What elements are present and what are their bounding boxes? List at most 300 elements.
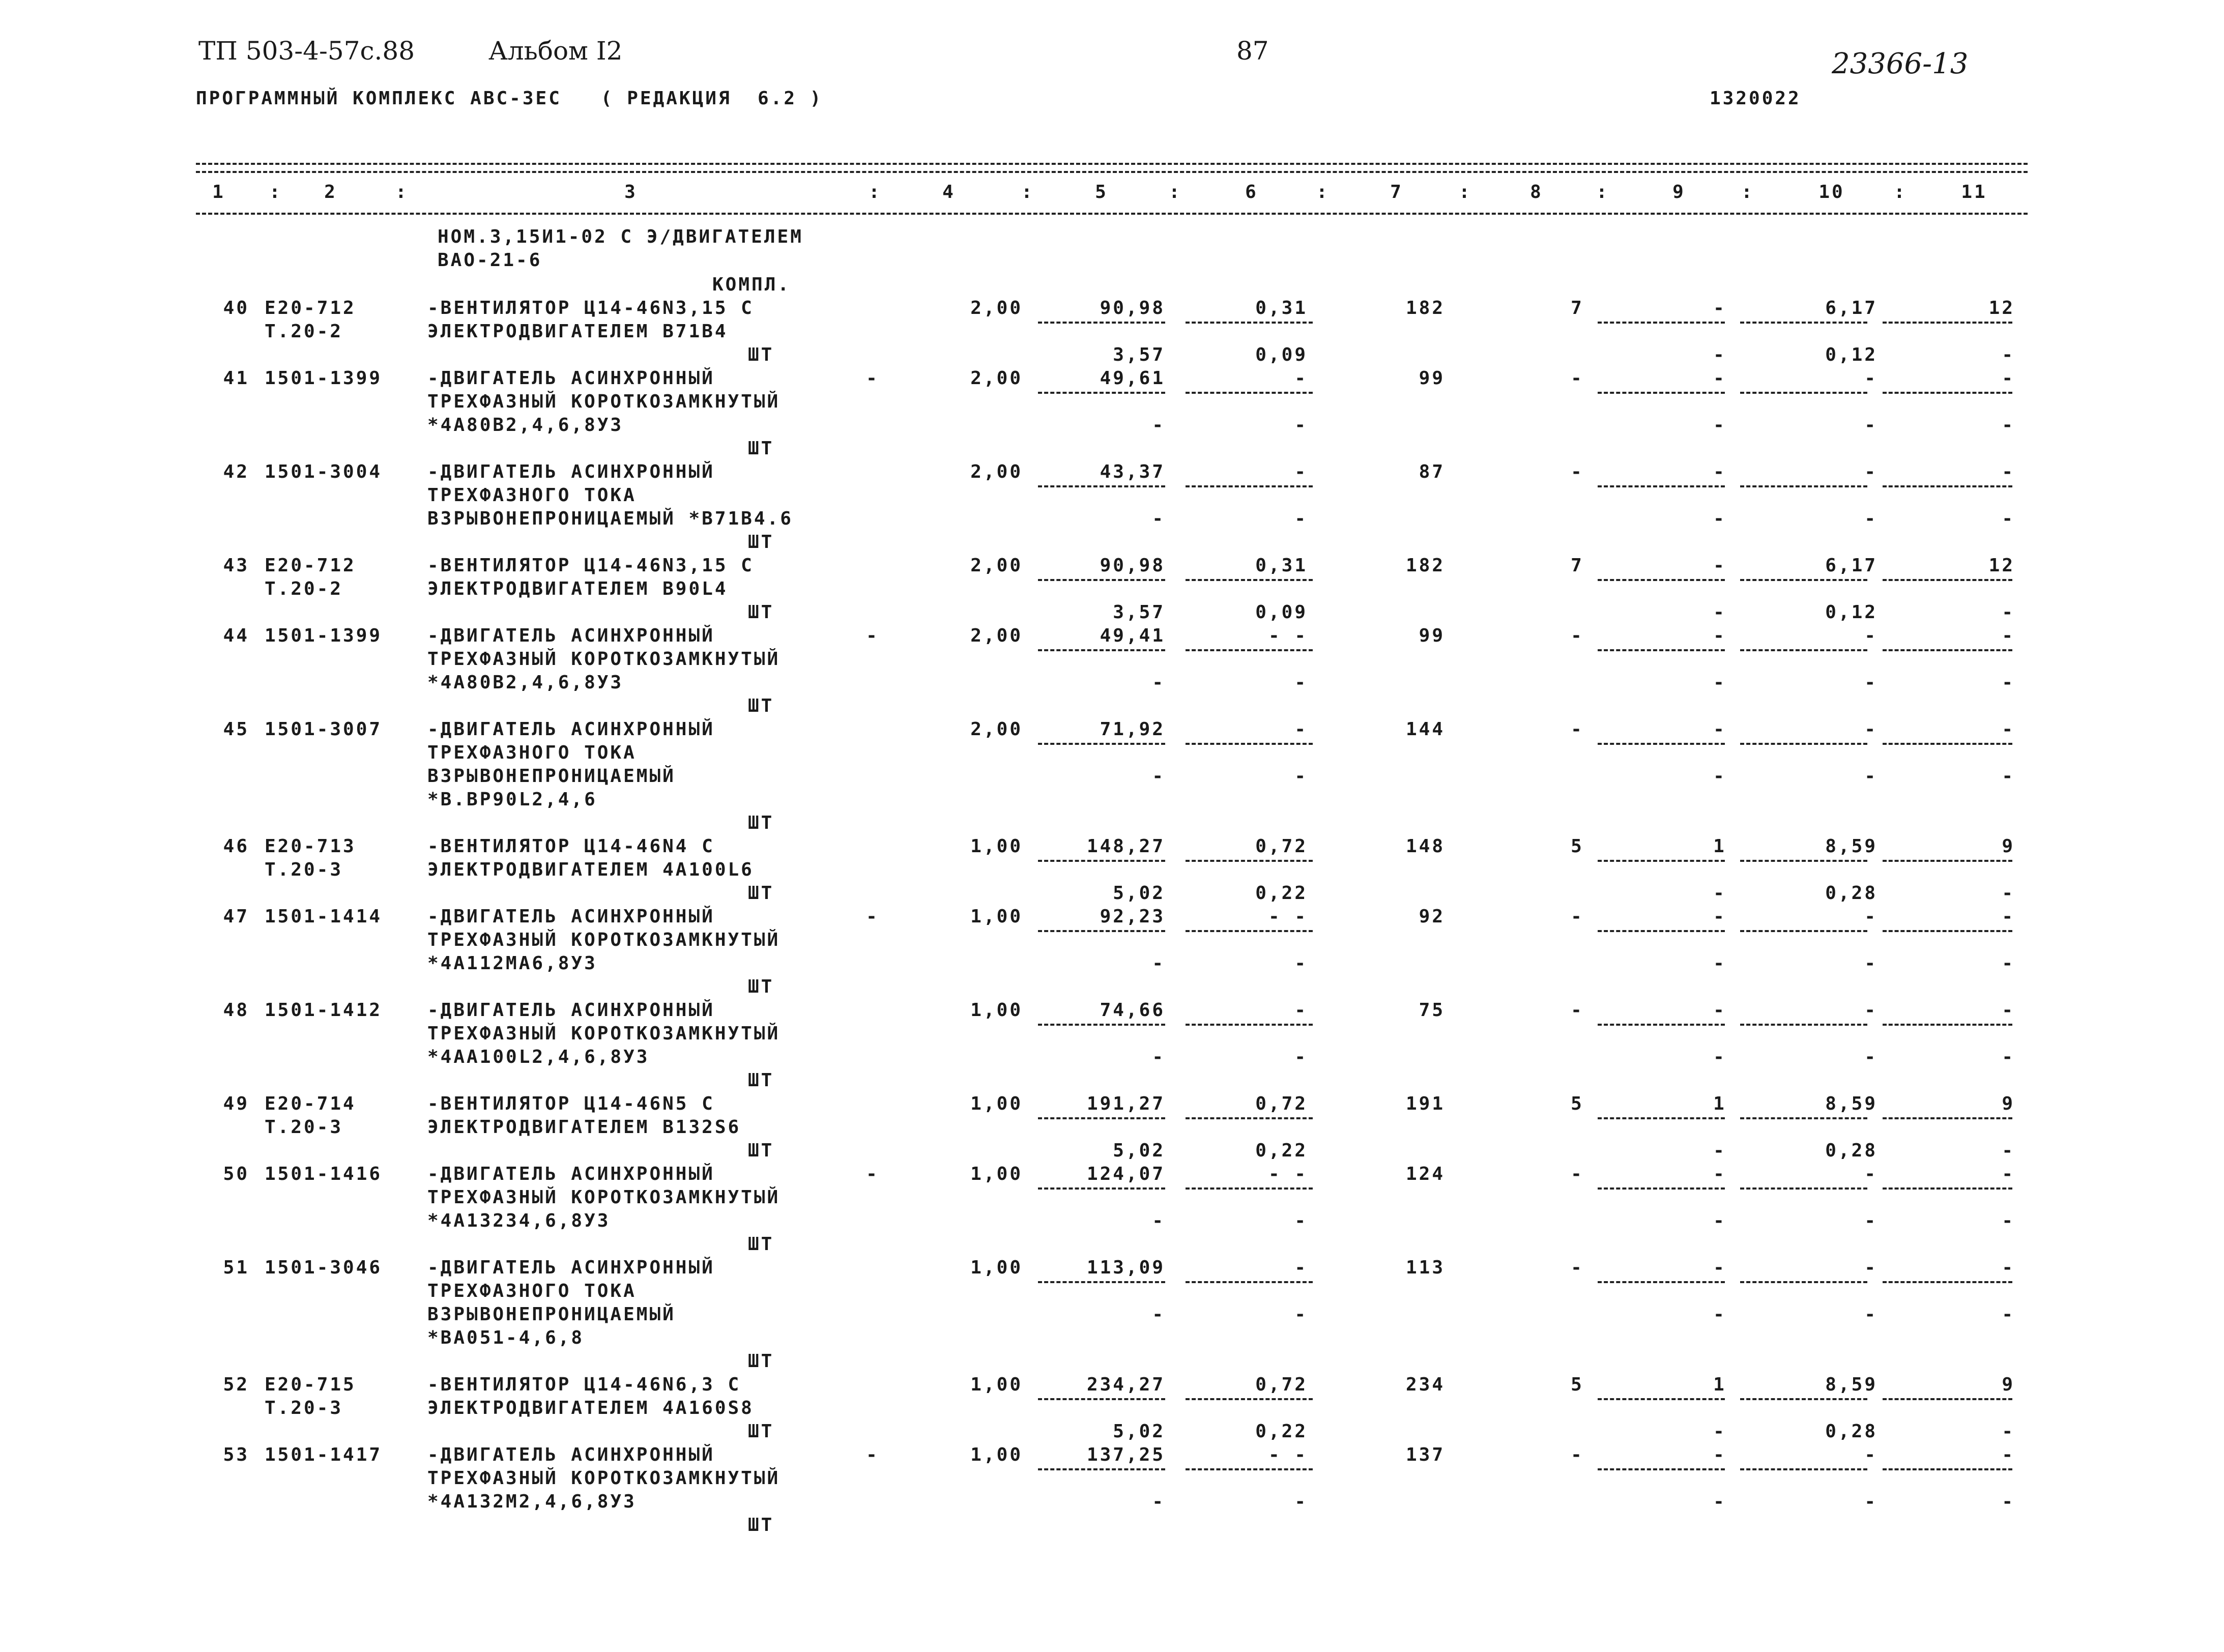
- inventory-number: 23366-13: [1832, 47, 1969, 80]
- table-header-bottom-rule: [196, 213, 2028, 215]
- row-description: -ВЕНТИЛЯТОР Ц14-46N5 С: [427, 1093, 715, 1114]
- row-description: ЭЛЕКТРОДВИГАТЕЛЕМ В71В4: [427, 321, 728, 342]
- cell-col7: 113: [1405, 1257, 1445, 1278]
- cell-col6-sub: 0,22: [1255, 1140, 1308, 1161]
- cell-col11: -: [2002, 906, 2015, 927]
- cell-col6: 0,31: [1255, 555, 1308, 576]
- row-description: ТРЕХФАЗНОГО ТОКА: [427, 1281, 637, 1301]
- cell-col7: 124: [1405, 1164, 1445, 1184]
- cell-col5: 92,23: [1100, 906, 1165, 927]
- sub-rule: [1038, 1024, 1165, 1026]
- row-description: ВЗРЫВОНЕПРОНИЦАЕМЫЙ: [427, 1304, 676, 1325]
- sub-rule: [1883, 649, 2012, 651]
- cell-col7: 87: [1419, 461, 1445, 482]
- row-description: ТРЕХФАЗНЫЙ КОРОТКОЗАМКНУТЫЙ: [427, 1023, 781, 1044]
- cell-col8: 5: [1571, 1093, 1584, 1114]
- row-description: *4А80В2,4,6,8У3: [427, 415, 624, 436]
- cell-col11: -: [2002, 719, 2015, 740]
- cell-col9: -: [1713, 298, 1726, 318]
- unit-label: КОМПЛ.: [712, 274, 791, 295]
- sub-rule: [1883, 1024, 2012, 1026]
- row-unit: ШТ: [748, 1351, 774, 1372]
- cell-col11-sub: -: [2002, 415, 2015, 436]
- sub-rule: [1038, 485, 1165, 487]
- cell-col9: -: [1713, 461, 1726, 482]
- cell-col11: -: [2002, 1257, 2015, 1278]
- row-code: 1501-1399: [265, 625, 383, 646]
- row-code: Т.20-3: [265, 1117, 343, 1138]
- row-unit: ШТ: [748, 883, 774, 904]
- cell-col5: 43,37: [1100, 461, 1165, 482]
- cell-col7: 75: [1419, 1000, 1445, 1021]
- row-unit: ШТ: [748, 695, 774, 716]
- cell-col6-sub: -: [1294, 1491, 1308, 1512]
- cell-col9-sub: -: [1713, 1140, 1726, 1161]
- row-unit: ШТ: [748, 1515, 774, 1535]
- sub-rule: [1038, 392, 1165, 394]
- cell-col10-sub: -: [1864, 1047, 1878, 1067]
- cell-col4: -: [866, 1164, 879, 1184]
- cell-col11-sub: -: [2002, 953, 2015, 974]
- sub-rule: [1740, 392, 1867, 394]
- cell-col11-sub: -: [2002, 1140, 2015, 1161]
- cell-col6-sub: 0,22: [1255, 883, 1308, 904]
- sub-rule: [1038, 860, 1165, 862]
- sub-rule: [1038, 1468, 1165, 1470]
- column-number-11: 11: [1961, 182, 1987, 202]
- cell-col6-sub: -: [1294, 508, 1308, 529]
- program-line: ПРОГРАММНЫЙ КОМПЛЕКС АВС-3ЕС ( РЕДАКЦИЯ 6.2 ): [196, 88, 823, 109]
- cell-col8: 7: [1571, 555, 1584, 576]
- cell-col9-sub: -: [1713, 508, 1726, 529]
- sub-rule: [1598, 485, 1725, 487]
- row-description: ЭЛЕКТРОДВИГАТЕЛЕМ 4А100L6: [427, 859, 754, 880]
- page-number: 87: [1236, 36, 1269, 66]
- row-unit: ШТ: [748, 1421, 774, 1442]
- cell-col5-sub: -: [1152, 766, 1165, 787]
- cell-col10: -: [1864, 906, 1878, 927]
- sub-rule: [1883, 1187, 2012, 1190]
- cell-quantity: 2,00: [970, 625, 1023, 646]
- row-unit: ШТ: [748, 602, 774, 623]
- row-description: *4А13234,6,8У3: [427, 1210, 611, 1231]
- sub-rule: [1883, 743, 2012, 745]
- column-separator: :: [269, 182, 282, 202]
- sub-rule: [1883, 860, 2012, 862]
- sub-rule: [1186, 1187, 1313, 1190]
- sub-rule: [1740, 1398, 1867, 1400]
- cell-col5-sub: 5,02: [1113, 883, 1165, 904]
- cell-col6: - -: [1268, 906, 1308, 927]
- cell-col10-sub: 0,28: [1825, 1421, 1878, 1442]
- cell-col9: -: [1713, 368, 1726, 389]
- cell-col10: -: [1864, 368, 1878, 389]
- sub-rule: [1598, 930, 1725, 932]
- row-code: 1501-1414: [265, 906, 383, 927]
- cell-quantity: 2,00: [970, 298, 1023, 318]
- row-description: ТРЕХФАЗНОГО ТОКА: [427, 742, 637, 763]
- column-separator: :: [1741, 182, 1754, 202]
- row-number: 43: [223, 555, 249, 576]
- cell-col11: 9: [2002, 1374, 2015, 1395]
- cell-quantity: 1,00: [970, 1257, 1023, 1278]
- cell-col8: -: [1571, 1164, 1584, 1184]
- sub-rule: [1038, 743, 1165, 745]
- row-unit: ШТ: [748, 813, 774, 833]
- sub-rule: [1186, 392, 1313, 394]
- sub-rule: [1598, 649, 1725, 651]
- cell-col8: -: [1571, 368, 1584, 389]
- cell-col4: -: [866, 1444, 879, 1465]
- cell-col9: -: [1713, 719, 1726, 740]
- table-top-rule-2: [196, 171, 2028, 173]
- row-number: 53: [223, 1444, 249, 1465]
- row-code: 1501-3007: [265, 719, 383, 740]
- cell-col11: -: [2002, 625, 2015, 646]
- cell-col11: 12: [1988, 555, 2015, 576]
- cell-col11-sub: -: [2002, 344, 2015, 365]
- sub-rule: [1186, 485, 1313, 487]
- cell-col5-sub: -: [1152, 953, 1165, 974]
- row-code: Е20-715: [265, 1374, 356, 1395]
- row-description: ТРЕХФАЗНЫЙ КОРОТКОЗАМКНУТЫЙ: [427, 649, 781, 670]
- cell-col6-sub: -: [1294, 415, 1308, 436]
- cell-col6: -: [1294, 719, 1308, 740]
- column-separator: :: [1459, 182, 1472, 202]
- cell-col11: 9: [2002, 1093, 2015, 1114]
- sub-rule: [1740, 743, 1867, 745]
- row-description: *ВА051-4,6,8: [427, 1327, 585, 1348]
- sub-rule: [1598, 1468, 1725, 1470]
- row-description: *В.ВР90L2,4,6: [427, 789, 597, 810]
- row-code: Е20-712: [265, 298, 356, 318]
- cell-col6: -: [1294, 461, 1308, 482]
- cell-col9: 1: [1713, 836, 1726, 857]
- sub-rule: [1883, 1117, 2012, 1119]
- cell-col10-sub: -: [1864, 1304, 1878, 1325]
- cell-col11-sub: -: [2002, 1304, 2015, 1325]
- cell-quantity: 2,00: [970, 461, 1023, 482]
- column-number-2: 2: [324, 182, 337, 202]
- row-number: 47: [223, 906, 249, 927]
- row-number: 51: [223, 1257, 249, 1278]
- row-description: ВЗРЫВОНЕПРОНИЦАЕМЫЙ *В71В4.6: [427, 508, 793, 529]
- row-description: ТРЕХФАЗНОГО ТОКА: [427, 485, 637, 506]
- cell-col4: -: [866, 625, 879, 646]
- cell-col5: 90,98: [1100, 298, 1165, 318]
- row-number: 42: [223, 461, 249, 482]
- cell-col5: 74,66: [1100, 1000, 1165, 1021]
- cell-col5-sub: 3,57: [1113, 344, 1165, 365]
- column-number-6: 6: [1245, 182, 1258, 202]
- cell-col9: -: [1713, 555, 1726, 576]
- sub-rule: [1740, 930, 1867, 932]
- cell-col9-sub: -: [1713, 766, 1726, 787]
- sub-rule: [1038, 1187, 1165, 1190]
- sub-rule: [1038, 1398, 1165, 1400]
- table-top-rule: [196, 163, 2028, 165]
- sub-rule: [1038, 579, 1165, 581]
- column-separator: :: [1316, 182, 1330, 202]
- column-separator: :: [1596, 182, 1609, 202]
- cell-col10-sub: 0,28: [1825, 1140, 1878, 1161]
- row-code: Е20-714: [265, 1093, 356, 1114]
- row-code: 1501-1412: [265, 1000, 383, 1021]
- cell-col10: 8,59: [1825, 836, 1878, 857]
- cell-quantity: 1,00: [970, 1000, 1023, 1021]
- cell-col10-sub: -: [1864, 415, 1878, 436]
- cell-col4: -: [866, 368, 879, 389]
- row-code: 1501-3046: [265, 1257, 383, 1278]
- row-description: ВЗРЫВОНЕПРОНИЦАЕМЫЙ: [427, 766, 676, 787]
- cell-col9-sub: -: [1713, 672, 1726, 693]
- cell-col9: -: [1713, 906, 1726, 927]
- sub-rule: [1883, 322, 2012, 324]
- sub-rule: [1186, 743, 1313, 745]
- sub-rule: [1740, 1024, 1867, 1026]
- row-description: *4А132М2,4,6,8У3: [427, 1491, 637, 1512]
- cell-col6: - -: [1268, 1444, 1308, 1465]
- cell-col11: 12: [1988, 298, 2015, 318]
- cell-col10: 8,59: [1825, 1093, 1878, 1114]
- sub-rule: [1186, 1398, 1313, 1400]
- sub-rule: [1883, 579, 2012, 581]
- cell-col5: 113,09: [1086, 1257, 1165, 1278]
- cell-col9: 1: [1713, 1093, 1726, 1114]
- cell-col10-sub: -: [1864, 1491, 1878, 1512]
- cell-col8: 5: [1571, 836, 1584, 857]
- row-code: Т.20-3: [265, 859, 343, 880]
- sub-rule: [1186, 1117, 1313, 1119]
- cell-col9: -: [1713, 1257, 1726, 1278]
- cell-col5-sub: -: [1152, 1047, 1165, 1067]
- cell-col9-sub: -: [1713, 1421, 1726, 1442]
- cell-col7: 148: [1405, 836, 1445, 857]
- cell-col11: -: [2002, 1164, 2015, 1184]
- cell-quantity: 1,00: [970, 1374, 1023, 1395]
- cell-col5-sub: 3,57: [1113, 602, 1165, 623]
- sub-rule: [1740, 1468, 1867, 1470]
- sub-rule: [1598, 1024, 1725, 1026]
- cell-col10-sub: -: [1864, 672, 1878, 693]
- row-unit: ШТ: [748, 1070, 774, 1091]
- album-label: Альбом I2: [488, 36, 623, 66]
- sub-rule: [1186, 322, 1313, 324]
- cell-col10: 6,17: [1825, 555, 1878, 576]
- cell-col8: 7: [1571, 298, 1584, 318]
- sub-rule: [1883, 485, 2012, 487]
- row-description: -ДВИГАТЕЛЬ АСИНХРОННЫЙ: [427, 1164, 715, 1184]
- row-code: 1501-1416: [265, 1164, 383, 1184]
- sub-rule: [1740, 1117, 1867, 1119]
- row-description: ЭЛЕКТРОДВИГАТЕЛЕМ В132S6: [427, 1117, 741, 1138]
- row-number: 45: [223, 719, 249, 740]
- sub-rule: [1598, 743, 1725, 745]
- sub-rule: [1186, 649, 1313, 651]
- column-separator: :: [395, 182, 409, 202]
- cell-col5: 71,92: [1100, 719, 1165, 740]
- cell-col8: -: [1571, 625, 1584, 646]
- cell-col6-sub: -: [1294, 1210, 1308, 1231]
- cell-col10-sub: -: [1864, 953, 1878, 974]
- sub-rule: [1598, 392, 1725, 394]
- sub-rule: [1038, 649, 1165, 651]
- cell-col7: 191: [1405, 1093, 1445, 1114]
- cell-col6: -: [1294, 1000, 1308, 1021]
- cell-col11-sub: -: [2002, 508, 2015, 529]
- cell-col5: 234,27: [1086, 1374, 1165, 1395]
- cell-col10: -: [1864, 1444, 1878, 1465]
- row-description: -ДВИГАТЕЛЬ АСИНХРОННЫЙ: [427, 625, 715, 646]
- row-description: -ДВИГАТЕЛЬ АСИНХРОННЫЙ: [427, 368, 715, 389]
- cell-col11: -: [2002, 461, 2015, 482]
- sub-rule: [1883, 1398, 2012, 1400]
- cell-col6: - -: [1268, 1164, 1308, 1184]
- cell-col8: -: [1571, 1444, 1584, 1465]
- cell-col6-sub: -: [1294, 1047, 1308, 1067]
- sub-rule: [1598, 322, 1725, 324]
- cell-col10: -: [1864, 1257, 1878, 1278]
- cell-quantity: 2,00: [970, 368, 1023, 389]
- sub-rule: [1740, 649, 1867, 651]
- row-code: Т.20-3: [265, 1398, 343, 1418]
- cell-quantity: 1,00: [970, 1164, 1023, 1184]
- row-description: ТРЕХФАЗНЫЙ КОРОТКОЗАМКНУТЫЙ: [427, 1187, 781, 1208]
- cell-col8: -: [1571, 719, 1584, 740]
- cell-col6-sub: -: [1294, 766, 1308, 787]
- sub-rule: [1740, 1281, 1867, 1283]
- continuation-line: НОМ.3,15И1-02 С Э/ДВИГАТЕЛЕМ: [438, 226, 803, 247]
- row-number: 44: [223, 625, 249, 646]
- row-description: ТРЕХФАЗНЫЙ КОРОТКОЗАМКНУТЫЙ: [427, 930, 781, 950]
- cell-col9: 1: [1713, 1374, 1726, 1395]
- row-description: ТРЕХФАЗНЫЙ КОРОТКОЗАМКНУТЫЙ: [427, 391, 781, 412]
- cell-col9: -: [1713, 1444, 1726, 1465]
- row-code: Е20-712: [265, 555, 356, 576]
- cell-col7: 234: [1405, 1374, 1445, 1395]
- sub-rule: [1186, 1281, 1313, 1283]
- cell-col11-sub: -: [2002, 883, 2015, 904]
- sub-rule: [1883, 392, 2012, 394]
- sub-rule: [1598, 1187, 1725, 1190]
- cell-col7: 99: [1419, 368, 1445, 389]
- row-description: -ДВИГАТЕЛЬ АСИНХРОННЫЙ: [427, 1444, 715, 1465]
- column-number-4: 4: [942, 182, 956, 202]
- row-unit: ШТ: [748, 532, 774, 553]
- cell-col9-sub: -: [1713, 415, 1726, 436]
- row-unit: ШТ: [748, 438, 774, 459]
- cell-col7: 144: [1405, 719, 1445, 740]
- column-separator: :: [869, 182, 882, 202]
- cell-col11: -: [2002, 368, 2015, 389]
- column-number-5: 5: [1095, 182, 1108, 202]
- column-separator: :: [1894, 182, 1907, 202]
- cell-col6: -: [1294, 368, 1308, 389]
- cell-col9-sub: -: [1713, 602, 1726, 623]
- row-description: -ДВИГАТЕЛЬ АСИНХРОННЫЙ: [427, 906, 715, 927]
- cell-col4: -: [866, 906, 879, 927]
- row-description: -ВЕНТИЛЯТОР Ц14-46N6,3 С: [427, 1374, 741, 1395]
- cell-col10-sub: -: [1864, 766, 1878, 787]
- cell-col9-sub: -: [1713, 1491, 1726, 1512]
- cell-col7: 92: [1419, 906, 1445, 927]
- row-description: ЭЛЕКТРОДВИГАТЕЛЕМ 4А160S8: [427, 1398, 754, 1418]
- cell-col11-sub: -: [2002, 1210, 2015, 1231]
- row-description: -ДВИГАТЕЛЬ АСИНХРОННЫЙ: [427, 1000, 715, 1021]
- cell-col6: -: [1294, 1257, 1308, 1278]
- cell-col9-sub: -: [1713, 883, 1726, 904]
- cell-col11-sub: -: [2002, 602, 2015, 623]
- row-unit: ШТ: [748, 1140, 774, 1161]
- row-description: ЭЛЕКТРОДВИГАТЕЛЕМ В90L4: [427, 578, 728, 599]
- cell-quantity: 1,00: [970, 1444, 1023, 1465]
- column-separator: :: [1169, 182, 1182, 202]
- cell-col10: 8,59: [1825, 1374, 1878, 1395]
- cell-col11: -: [2002, 1000, 2015, 1021]
- cell-col10-sub: -: [1864, 1210, 1878, 1231]
- cell-col5: 124,07: [1086, 1164, 1165, 1184]
- cell-col10-sub: -: [1864, 508, 1878, 529]
- row-unit: ШТ: [748, 1234, 774, 1255]
- sub-rule: [1883, 1468, 2012, 1470]
- cell-col10: -: [1864, 625, 1878, 646]
- cell-col9: -: [1713, 1164, 1726, 1184]
- row-number: 52: [223, 1374, 249, 1395]
- cell-quantity: 1,00: [970, 1093, 1023, 1114]
- cell-col7: 182: [1405, 298, 1445, 318]
- row-description: -ВЕНТИЛЯТОР Ц14-46N3,15 С: [427, 298, 754, 318]
- cell-col6-sub: -: [1294, 672, 1308, 693]
- cell-col6-sub: -: [1294, 953, 1308, 974]
- cell-col6: - -: [1268, 625, 1308, 646]
- cell-quantity: 2,00: [970, 555, 1023, 576]
- cell-col5: 137,25: [1086, 1444, 1165, 1465]
- cell-col6: 0,72: [1255, 1374, 1308, 1395]
- cell-col5: 90,98: [1100, 555, 1165, 576]
- row-description: -ДВИГАТЕЛЬ АСИНХРОННЫЙ: [427, 461, 715, 482]
- cell-col9-sub: -: [1713, 1047, 1726, 1067]
- row-description: -ВЕНТИЛЯТОР Ц14-46N3,15 С: [427, 555, 754, 576]
- row-number: 40: [223, 298, 249, 318]
- cell-col5-sub: -: [1152, 1210, 1165, 1231]
- row-number: 46: [223, 836, 249, 857]
- cell-col11-sub: -: [2002, 672, 2015, 693]
- cell-col11-sub: -: [2002, 766, 2015, 787]
- sub-rule: [1186, 1468, 1313, 1470]
- column-number-9: 9: [1672, 182, 1686, 202]
- continuation-line: ВАО-21-6: [438, 250, 542, 271]
- cell-col6: 0,72: [1255, 836, 1308, 857]
- sub-rule: [1598, 1281, 1725, 1283]
- sub-rule: [1038, 1281, 1165, 1283]
- cell-quantity: 1,00: [970, 836, 1023, 857]
- cell-col5: 191,27: [1086, 1093, 1165, 1114]
- row-code: 1501-1417: [265, 1444, 383, 1465]
- cell-col6-sub: 0,09: [1255, 602, 1308, 623]
- cell-col7: 137: [1405, 1444, 1445, 1465]
- document-code: ТП 503-4-57с.88: [198, 36, 415, 66]
- cell-col5: 49,41: [1100, 625, 1165, 646]
- program-code: 1320022: [1710, 88, 1801, 109]
- sub-rule: [1740, 1187, 1867, 1190]
- row-description: *4А112МА6,8У3: [427, 953, 597, 974]
- cell-col6-sub: 0,22: [1255, 1421, 1308, 1442]
- row-description: -ДВИГАТЕЛЬ АСИНХРОННЫЙ: [427, 1257, 715, 1278]
- row-number: 41: [223, 368, 249, 389]
- cell-col5-sub: -: [1152, 1491, 1165, 1512]
- cell-col8: -: [1571, 906, 1584, 927]
- cell-col10-sub: 0,12: [1825, 602, 1878, 623]
